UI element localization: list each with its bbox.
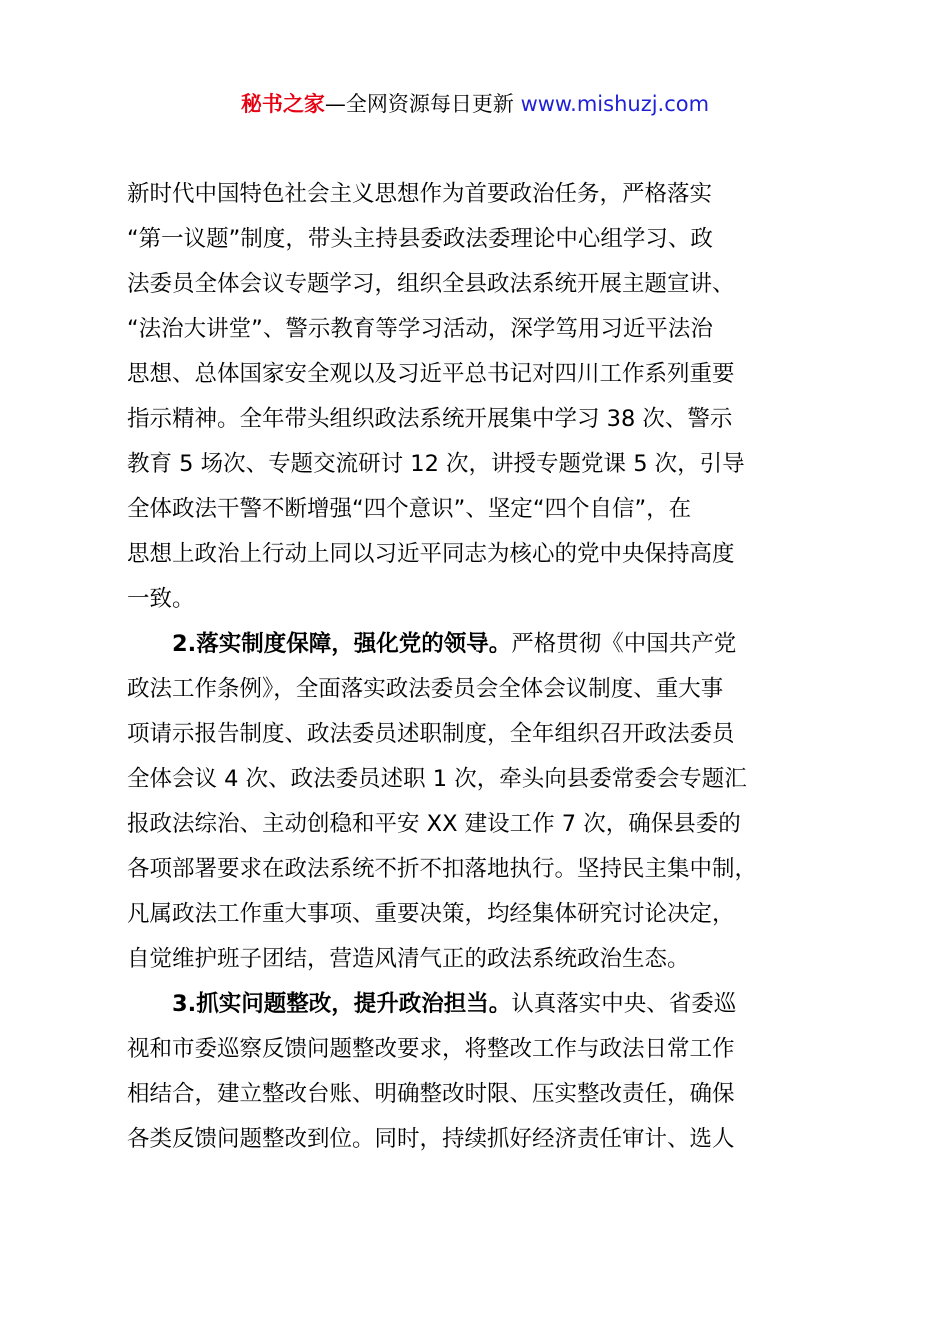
paragraph-3-first-line-text: 认真落实中央、省委巡: [511, 991, 737, 1017]
text-line: 法委员全体会议专题学习，组织全县政法系统开展主题宣讲、: [127, 271, 735, 297]
text-line: 报政法综治、主动创稳和平安 XX 建设工作 7 次，确保县委的: [127, 811, 741, 837]
text-line: 各项部署要求在政法系统不折不扣落地执行。坚持民主集中制，: [127, 856, 758, 882]
paragraph-3-heading: 3.抓实问题整改，提升政治担当。: [172, 991, 512, 1017]
paragraph-2-heading: 2.落实制度保障，强化党的领导。: [172, 631, 512, 657]
text-line: 政法工作条例》，全面落实政法委员会全体会议制度、重大事: [127, 676, 724, 702]
text-line: 思想上政治上行动上同以习近平同志为核心的党中央保持高度: [127, 541, 735, 567]
paragraph-3-first-line: [127, 982, 847, 1027]
text-line: 相结合，建立整改台账、明确整改时限、压实整改责任，确保: [127, 1081, 735, 1107]
brand-name: 秘书之家: [240, 92, 325, 116]
text-line: 各类反馈问题整改到位。同时，持续抓好经济责任审计、选人: [127, 1126, 735, 1152]
text-line: 思想、总体国家安全观以及习近平总书记对四川工作系列重要: [127, 361, 735, 387]
document-body: [127, 172, 847, 1162]
page-header: [0, 88, 950, 120]
text-line: 全体政法干警不断增强“四个意识”、坚定“四个自信”，在: [127, 496, 692, 522]
text-line: 全体会议 4 次、政法委员述职 1 次，牵头向县委常委会专题汇: [127, 766, 747, 792]
text-line: “第一议题”制度，带头主持县委政法委理论中心组学习、政: [127, 226, 713, 252]
text-line: 视和市委巡察反馈问题整改要求，将整改工作与政法日常工作: [127, 1036, 735, 1062]
text-line: 教育 5 场次、专题交流研讨 12 次，讲授专题党课 5 次，引导: [127, 451, 745, 477]
text-line: 自觉维护班子团结，营造风清气正的政法系统政治生态。: [127, 946, 690, 972]
paragraph-3: [127, 982, 847, 1162]
text-line: “法治大讲堂”、警示教育等学习活动，深学笃用习近平法治: [127, 316, 713, 342]
site-url-link[interactable]: www.mishuzj.com: [520, 92, 710, 116]
header-tagline: —全网资源每日更新: [324, 92, 514, 116]
text-line: 一致。: [127, 586, 195, 612]
text-line: 新时代中国特色社会主义思想作为首要政治任务，严格落实: [127, 181, 713, 207]
paragraph-2: [127, 622, 847, 982]
paragraph-2-first-line: [127, 622, 847, 667]
text-line: 凡属政法工作重大事项、重要决策，均经集体研究讨论决定，: [127, 901, 735, 927]
paragraph-1: [127, 172, 847, 622]
paragraph-2-first-line-text: 严格贯彻《中国共产党: [511, 631, 737, 657]
text-line: 项请示报告制度、政法委员述职制度，全年组织召开政法委员: [127, 721, 735, 747]
text-line: 指示精神。全年带头组织政法系统开展集中学习 38 次、警示: [127, 406, 733, 432]
